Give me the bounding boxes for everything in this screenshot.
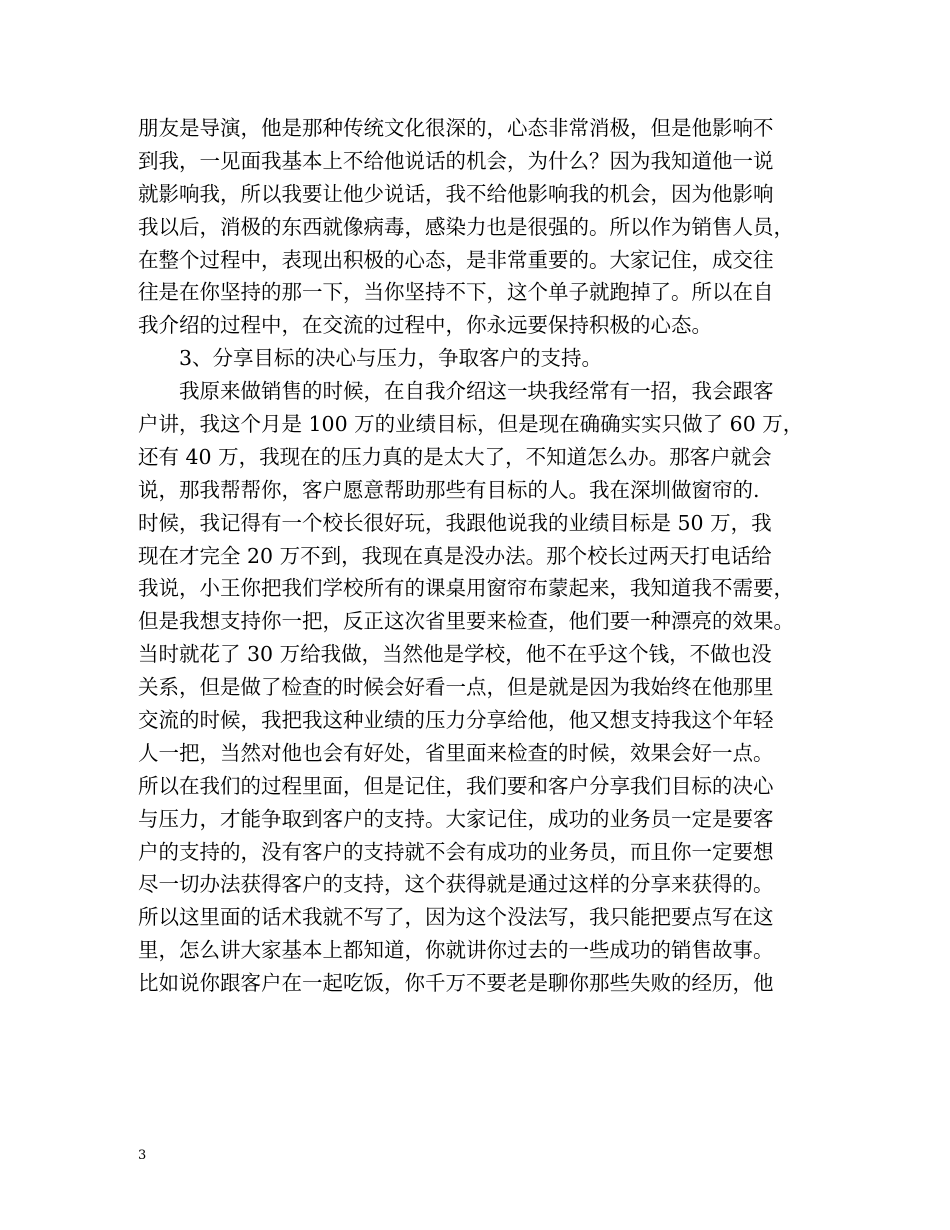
text-line: 还有 40 万，我现在的压力真的是太大了，不知道怎么办。那客户就会 [138,444,772,469]
text-line: 我介绍的过程中，在交流的过程中，你永远要保持积极的心态。 [138,313,712,338]
paragraph-start-line: 3、分享目标的决心与压力，争取客户的支持。 [179,346,603,371]
page-number: 3 [138,1148,147,1163]
text-line: 人一把，当然对他也会有好处，省里面来检查的时候，效果会好一点。 [138,740,774,765]
text-line: 朋友是导演，他是那种传统文化很深的，心态非常消极，但是他影响不 [138,116,774,140]
text-line: 比如说你跟客户在一起吃饭，你千万不要老是聊你那些失败的经历，他 [138,971,774,996]
text-line: 户的支持的，没有客户的支持就不会有成功的业务员，而且你一定要想 [138,839,774,864]
body-text [138,112,818,1000]
text-line: 现在才完全 20 万不到，我现在真是没办法。那个校长过两天打电话给 [138,543,772,568]
text-line: 我说，小王你把我们学校所有的课桌用窗帘布蒙起来，我知道我不需要， [138,576,794,601]
text-line: 关系，但是做了检查的时候会好看一点，但是就是因为我始终在他那里 [138,675,774,700]
text-line: 交流的时候，我把我这种业绩的压力分享给他，他又想支持我这个年轻 [138,708,774,733]
text-line: 我以后，消极的东西就像病毒，感染力也是很强的。所以作为销售人员， [138,214,794,239]
text-line: 就影响我，所以我要让他少说话，我不给他影响我的机会，因为他影响 [138,181,774,206]
text-line: 里，怎么讲大家基本上都知道，你就讲你过去的一些成功的销售故事。 [138,938,774,963]
paragraph-start-line: 我原来做销售的时候，在自我介绍这一块我经常有一招，我会跟客 [179,379,774,404]
text-line: 与压力，才能争取到客户的支持。大家记住，成功的业务员一定是要客 [138,806,774,831]
text-line: 尽一切办法获得客户的支持，这个获得就是通过这样的分享来获得的。 [138,872,774,897]
text-line: 所以这里面的话术我就不写了，因为这个没法写，我只能把要点写在这 [138,905,774,930]
text-line: 说，那我帮帮你，客户愿意帮助那些有目标的人。我在深圳做窗帘的. [138,477,760,502]
text-line: 当时就花了 30 万给我做，当然他是学校，他不在乎这个钱，不做也没 [138,642,772,667]
text-line: 时候，我记得有一个校长很好玩，我跟他说我的业绩目标是 50 万，我 [138,510,772,535]
text-line: 到我，一见面我基本上不给他说话的机会，为什么？因为我知道他一说 [138,148,774,173]
text-line: 所以在我们的过程里面，但是记住，我们要和客户分享我们目标的决心 [138,773,774,798]
text-line: 在整个过程中，表现出积极的心态，是非常重要的。大家记住，成交往 [138,247,774,272]
text-line: 但是我想支持你一把，反正这次省里要来检查，他们要一种漂亮的效果。 [138,609,794,634]
text-line: 往是在你坚持的那一下，当你坚持不下，这个单子就跑掉了。所以在自 [138,280,774,305]
text-line: 户讲，我这个月是 100 万的业绩目标，但是现在确确实实只做了 60 万， [138,412,804,437]
